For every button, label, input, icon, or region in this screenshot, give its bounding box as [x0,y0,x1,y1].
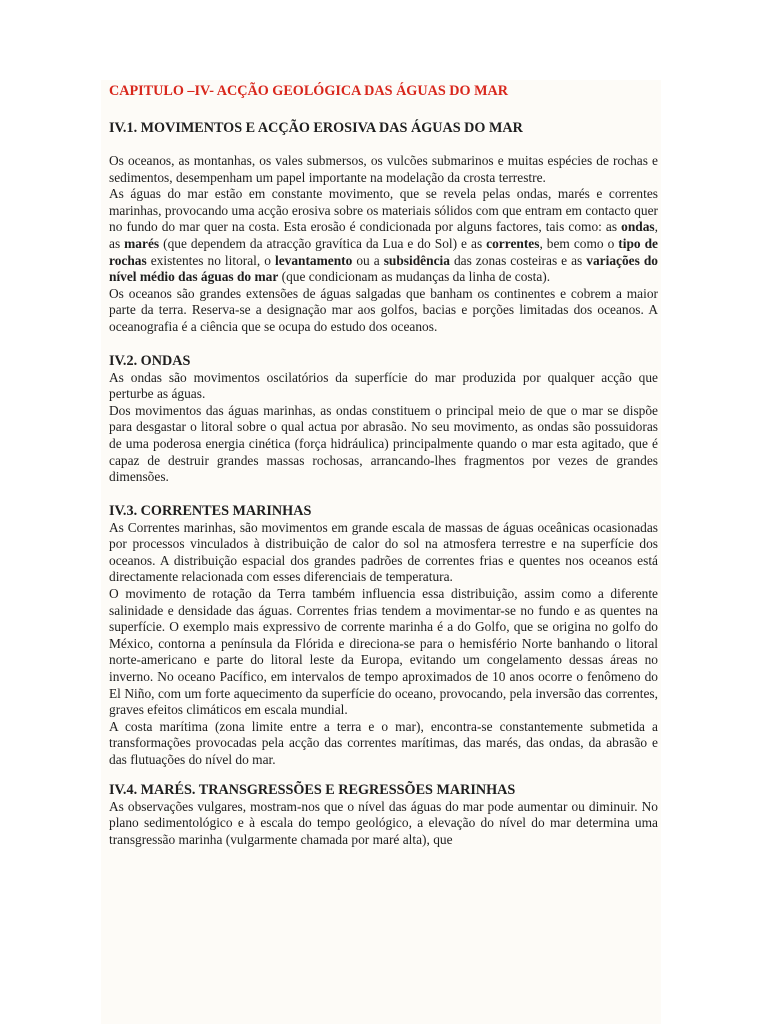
chapter-title: CAPITULO –IV- ACÇÃO GEOLÓGICA DAS ÁGUAS DO MAR [109,83,508,99]
section-heading: IV.1. MOVIMENTOS E ACÇÃO EROSIVA DAS ÁGUAS DO MAR [109,120,523,136]
paragraph: As observações vulgares, mostram-nos que o nível das águas do mar pode aumentar ou diminuir. No plano sedimentológico e à escala do tempo geológico, a elevação do nível do mar determina uma transgressão marinha (vulgarmente chamada por maré alta), que [109,798,658,847]
section-heading: IV.4. MARÉS. TRANSGRESSÕES E REGRESSÕES MARINHAS [109,781,516,798]
paragraph: As ondas são movimentos oscilatórios da superfície do mar produzida por qualquer acção que perturbe as águas. [109,369,658,402]
paragraph: As Correntes marinhas, são movimentos em grande escala de massas de águas oceânicas ocasionadas por processos vinculados à distribuição de calor do sol na atmosfera terrestre e na superfície dos oceanos. A distribuição espacial dos grandes padrões de correntes frias e quentes nos oceanos está directamente relacionada com esses diferenciais de temperatura. [109,519,658,585]
section-heading: IV.2. ONDAS [109,352,191,369]
section-mares [109,781,658,849]
paragraph: O movimento de rotação da Terra também influencia essa distribuição, assim como a diferente salinidade e densidade das águas. Correntes frias tendem a movimentar-se no fundo e as quentes na superfície. O exemplo mais expressivo de corrente marinha é a do Golfo, que se origina no golfo do México, contorna a península da Flórida e direciona-se para o hemisfério Norte banhando o litoral norte-americano e parte do litoral leste da Europa, evitando um congelamento dessas áreas no inverno. No oceano Pacífico, em intervalos de tempo aproximados de 10 anos ocorre o fenômeno do El Niño, com um forte aquecimento da superfície do oceano, provocando, pela inversão das correntes, graves efeitos climáticos em escala mundial. [109,586,658,718]
paragraph: Dos movimentos das águas marinhas, as ondas constituem o principal meio de que o mar se dispõe para desgastar o litoral sobre o qual actua por abrasão. No seu movimento, as ondas são possuidoras de uma poderosa energia cinética (força hidráulica) principalmente quando o mar esta agitado, que é capaz de destruir grandes massas rochosas, arrancando-lhes fragmentos por vezes de grandes dimensões. [109,402,658,485]
section-correntes [109,502,658,769]
document-body [109,83,658,848]
section-movimentos [109,119,658,336]
paragraph: A costa marítima (zona limite entre a terra e o mar), encontra-se constantemente submetida a transformações provocadas pela acção das correntes marítimas, das marés, das ondas, da abrasão e das flutuações do nível do mar. [109,718,658,767]
section-heading: IV.3. CORRENTES MARINHAS [109,502,312,519]
paragraph: Os oceanos, as montanhas, os vales submersos, os vulcões submarinos e muitas espécies de rochas e sedimentos, desempenham um papel importante na modelação da crosta terrestre. [109,153,658,185]
paragraph: Os oceanos são grandes extensões de águas salgadas que banham os continentes e cobrem a maior parte da terra. Reserva-se a designação mar aos golfos, bacias e porções limitadas dos oceanos. A oceanografia é a ciência que se ocupa do estudo dos oceanos. [109,285,658,334]
paragraph: As águas do mar estão em constante movimento, que se revela pelas ondas, marés e correntes marinhas, provocando uma acção erosiva sobre os materiais sólidos com que entram em contacto quer no fundo do mar quer na costa. Esta erosão é condicionada por alguns factores, tais como: as ondas, as marés (que dependem da atracção gravítica da Lua e do Sol) e as correntes, bem como o tipo de rochas existentes no litoral, o levantamento ou a subsidência das zonas costeiras e as variações do nível médio das águas do mar (que condicionam as mudanças da linha de costa). [109,186,658,285]
section-ondas [109,352,658,486]
